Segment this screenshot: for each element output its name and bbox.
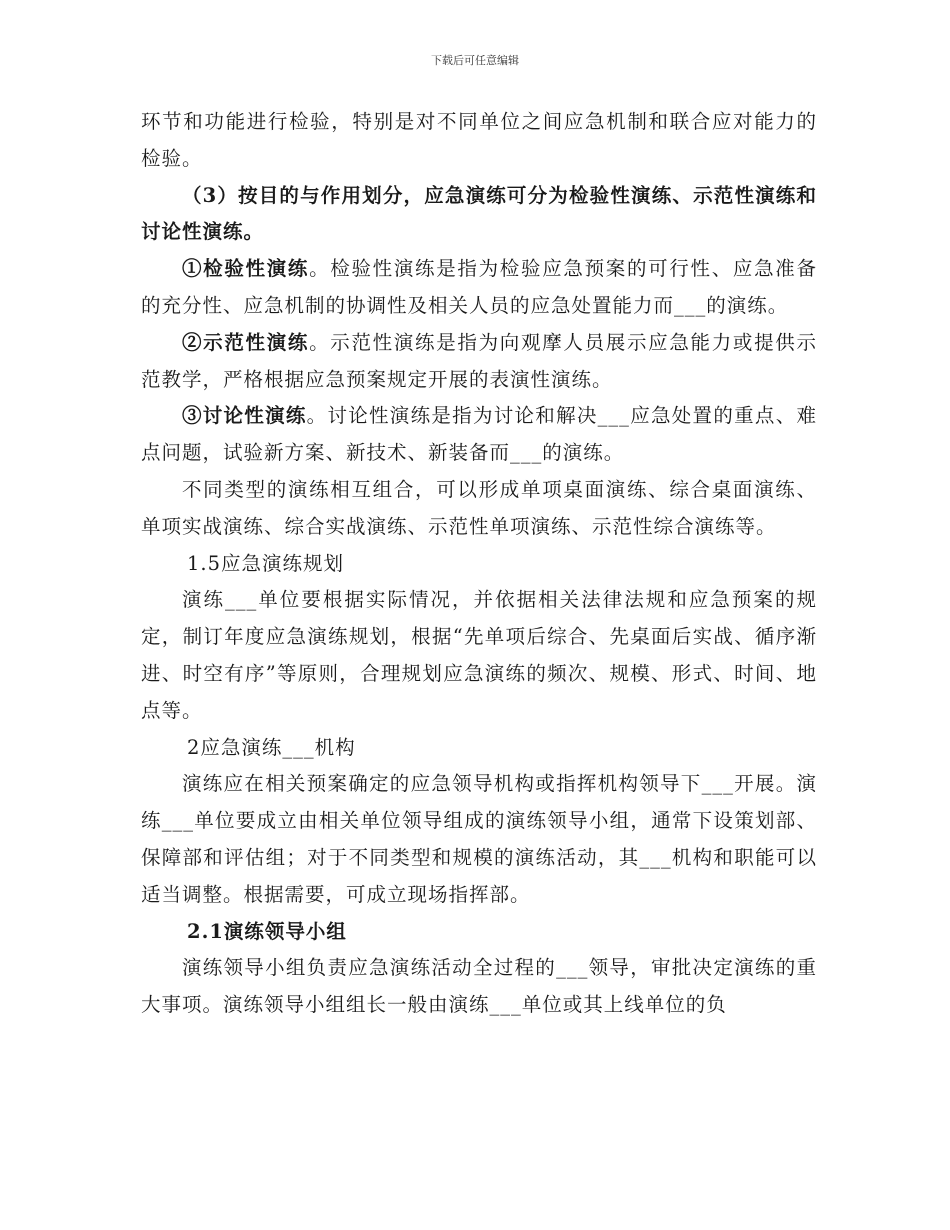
paragraph-demonstration-drill <box>141 325 817 399</box>
section-heading: 1.5应急演练规划 <box>187 551 345 575</box>
term-discussion-drill: ③讨论性演练 <box>181 404 307 428</box>
page-header: 下载后可任意编辑 <box>431 54 519 67</box>
document-body <box>141 104 817 1024</box>
definition-text: 。示范性演练是指为向观摩人员展示应急能力或提供示范教学，严格根据应急预案规定开展的表演性演练。 <box>141 330 817 391</box>
paragraph: 演练应在相关预案确定的应急领导机构或指挥机构领导下___开展。演练___单位要成立由相关单位领导组成的演练领导小组，通常下设策划部、保障部和评估组；对于不同类型和规模的演练活动，其___机构和职能可以适当调整。根据需要，可成立现场指挥部。 <box>141 772 817 906</box>
paragraph: 环节和功能进行检验，特别是对不同单位之间应急机制和联合应对能力的检验。 <box>141 110 817 170</box>
term-demonstration-drill: ②示范性演练 <box>181 330 310 354</box>
paragraph: 不同类型的演练相互组合，可以形成单项桌面演练、综合桌面演练、单项实战演练、综合实战演练、示范性单项演练、示范性综合演练等。 <box>141 477 817 538</box>
paragraph: 演练___单位要根据实际情况，并依据相关法律法规和应急预案的规定，制订年度应急演练规划，根据“先单项后综合、先桌面后实战、循序渐进、时空有序”等原则，合理规划应急演练的频次、规模、形式、时间、地点等。 <box>141 588 817 722</box>
paragraph-discussion-drill <box>141 398 817 472</box>
paragraph-inspection-drill <box>141 251 817 325</box>
term-inspection-drill: ①检验性演练 <box>181 257 310 281</box>
section-heading: 2.1演练领导小组 <box>187 919 347 943</box>
definition-text: 。讨论性演练是指为讨论和解决___应急处置的重点、难点问题，试验新方案、新技术、新装备而___的演练。 <box>141 404 817 465</box>
paragraph: 演练领导小组负责应急演练活动全过程的___领导，审批决定演练的重大事项。演练领导小组组长一般由演练___单位或其上线单位的负 <box>141 956 817 1017</box>
section-heading: 2应急演练___机构 <box>187 735 356 759</box>
paragraph-classification: （3）按目的与作用划分，应急演练可分为检验性演练、示范性演练和讨论性演练。 <box>141 183 817 244</box>
definition-text: 。检验性演练是指为检验应急预案的可行性、应急准备的充分性、应急机制的协调性及相关人员的应急处置能力而___的演练。 <box>141 257 817 317</box>
